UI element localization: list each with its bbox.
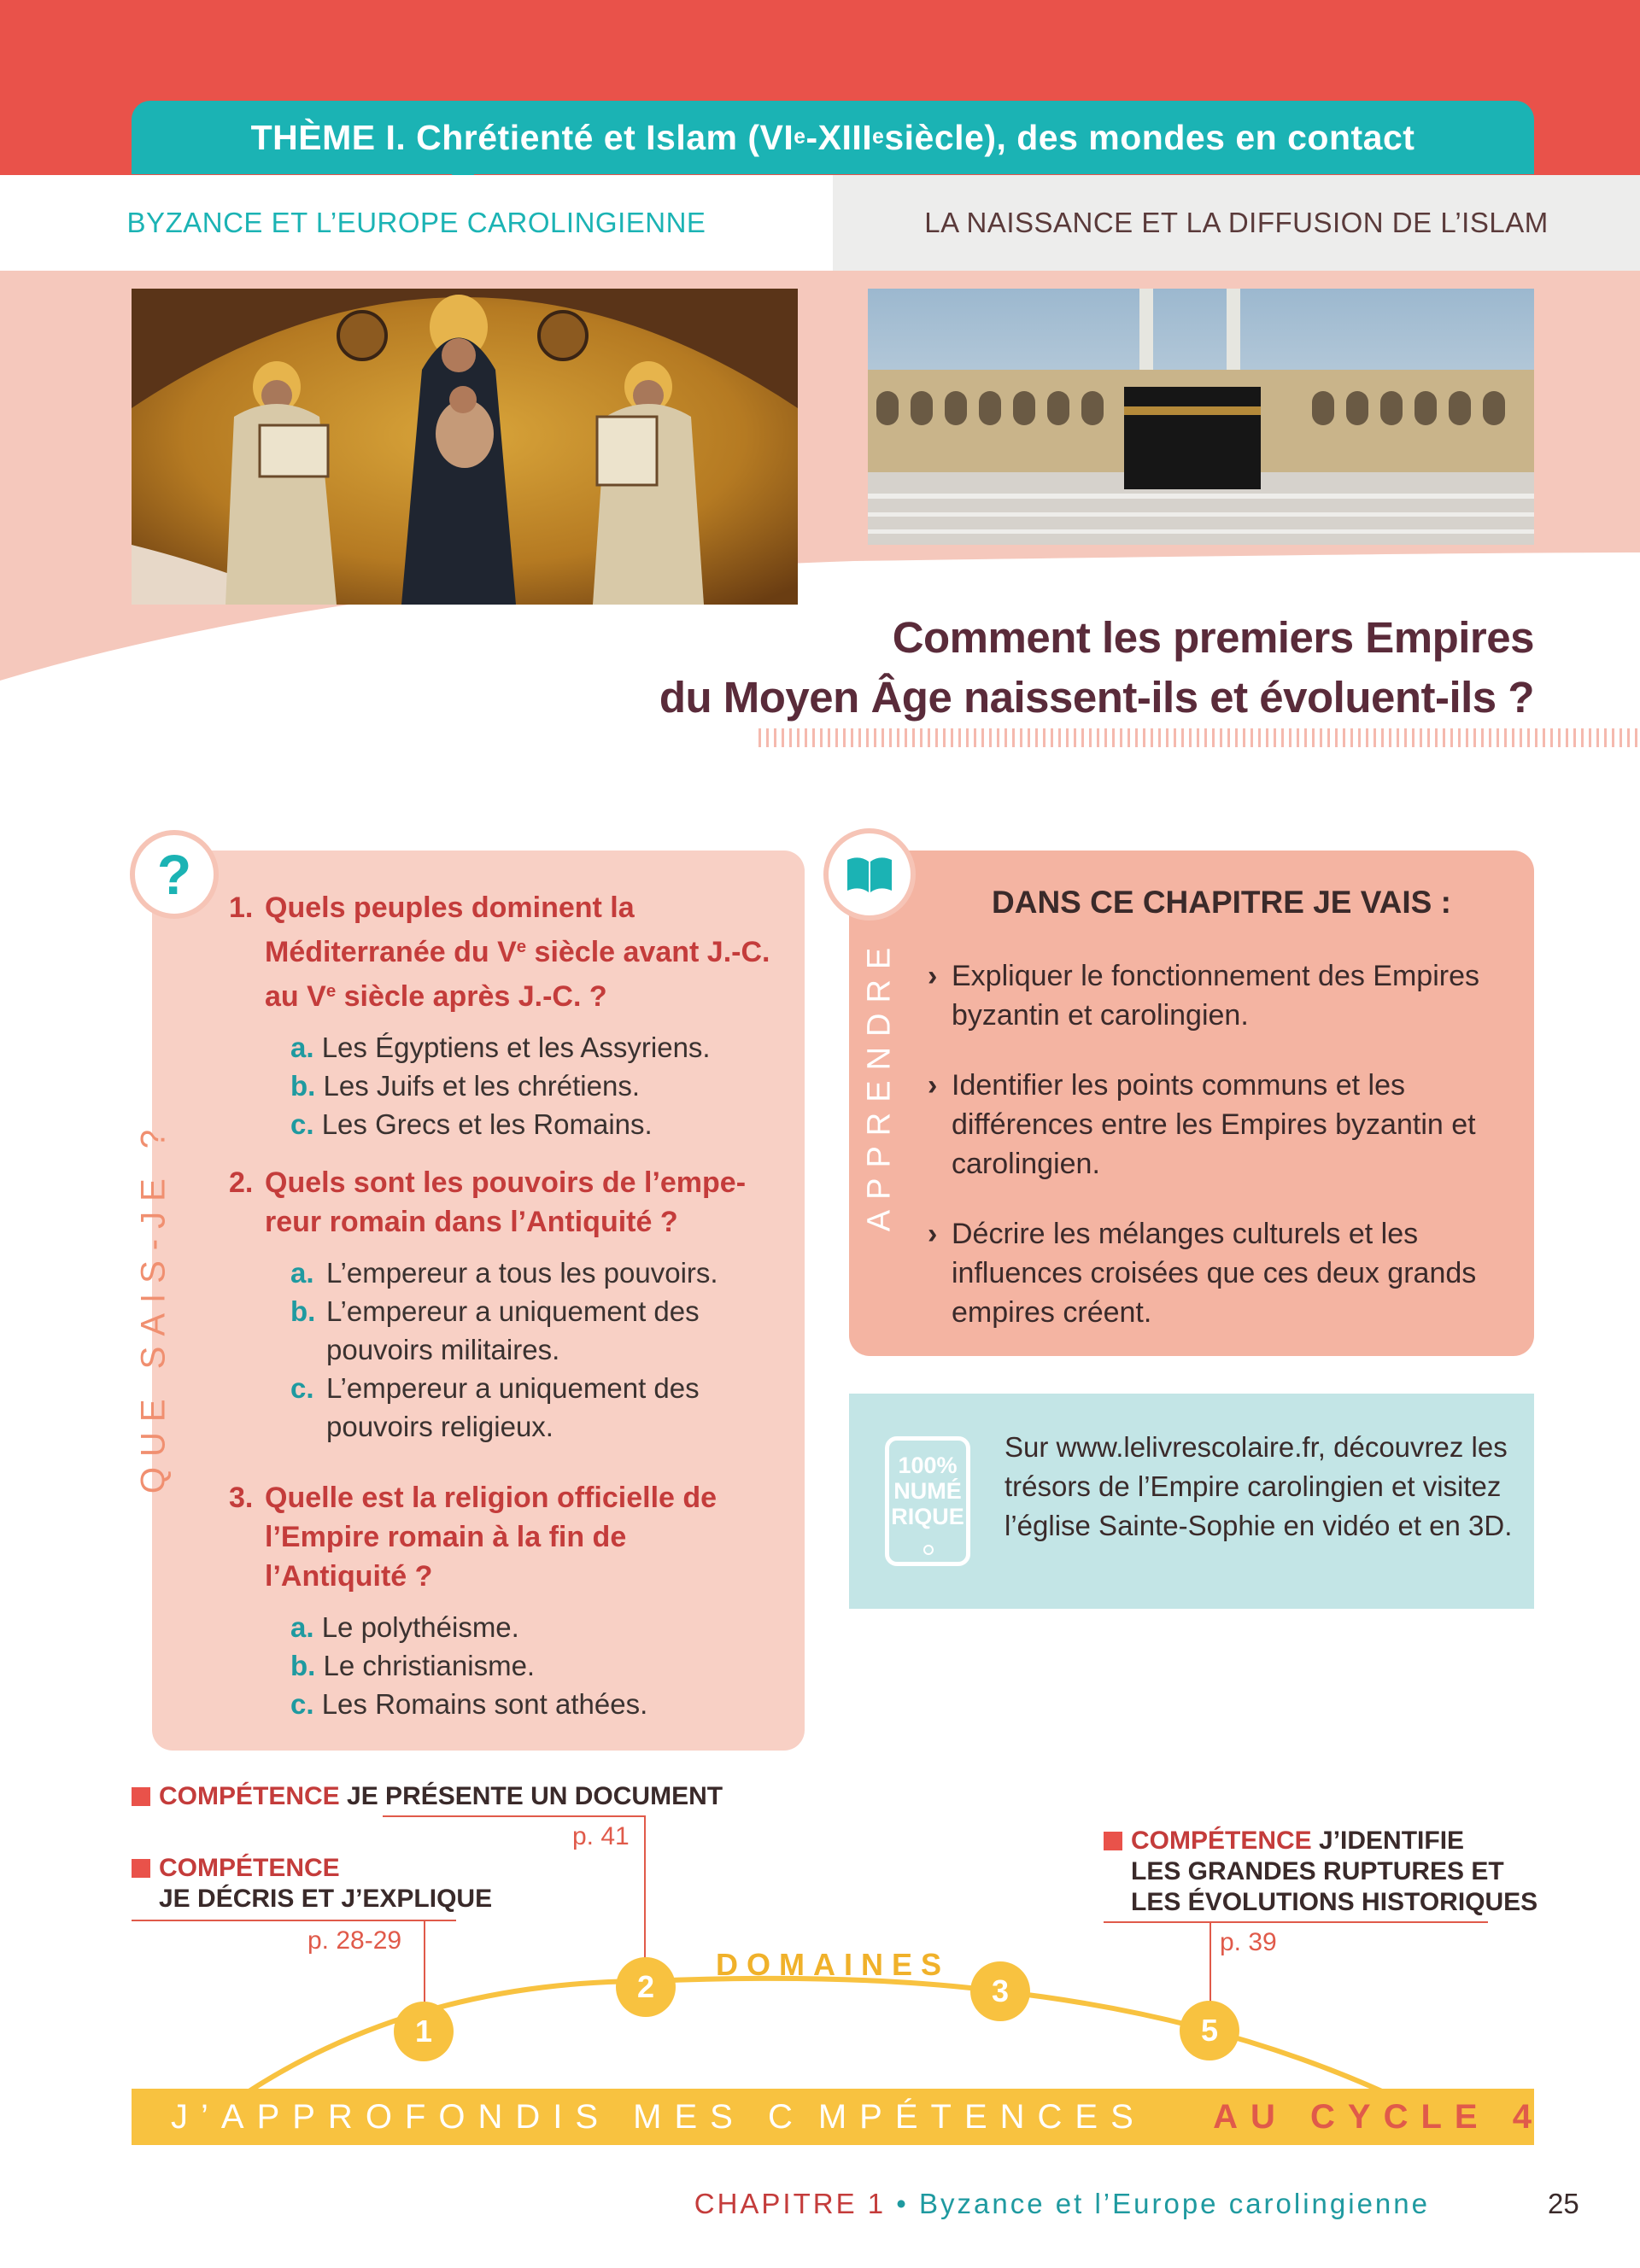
- page-reference: p. 39: [1220, 1928, 1277, 1956]
- objective-item: › Identifier les points communs et les différences entre les Empires byzantin et carolingien.: [928, 1066, 1508, 1184]
- objective-item: › Décrire les mélanges culturels et les influences croisées que ces deux grands empires créent.: [928, 1214, 1508, 1332]
- question-sup: e: [325, 982, 337, 1002]
- learn-heading: DANS CE CHAPITRE JE VAIS :: [992, 885, 1451, 920]
- square-marker-icon: [132, 1859, 150, 1878]
- answer-option: a. Les Égyptiens et les Assyriens.: [290, 1032, 711, 1064]
- question-sup: e: [516, 938, 527, 956]
- connector-line: [1104, 1921, 1488, 1923]
- cycle-competences-banner: [132, 2089, 1544, 2145]
- objectives-list: [928, 956, 1508, 1332]
- learn-vertical-label: APPRENDRE: [861, 937, 898, 1232]
- page-reference: p. 28-29: [308, 1926, 402, 1955]
- theme-title-sup: e: [872, 126, 885, 149]
- connector-line: [1210, 1921, 1211, 2010]
- competence-decrire-expliquer: COMPÉTENCE JE DÉCRIS ET J’EXPLIQUE: [132, 1853, 492, 1914]
- badge-line: NUMÉ: [893, 1478, 962, 1504]
- domains-label: DOMAINES: [716, 1947, 951, 1982]
- badge-line: RIQUE: [891, 1504, 964, 1529]
- banner-text: MPÉTENCES: [817, 2097, 1146, 2136]
- question-text: siècle après J.-C. ?: [336, 980, 607, 1014]
- question-2: [229, 1163, 784, 1446]
- connector-line: [424, 1920, 425, 2008]
- theme-title-sup: e: [794, 126, 806, 149]
- domain-circle: 3: [970, 1961, 1030, 2021]
- badge-line: 100%: [898, 1453, 958, 1478]
- chevron-right-icon: ›: [928, 960, 938, 992]
- kaaba-mecca-image: [868, 289, 1534, 545]
- connector-line: [644, 1815, 646, 1959]
- tablet-icon: [885, 1436, 970, 1566]
- footer-chapter: CHAPITRE 1 • Byzance et l’Europe carolingienne: [694, 2188, 1430, 2219]
- objective-item: › Expliquer le fonctionnement des Empires byzantin et carolingien.: [928, 956, 1508, 1035]
- question-number: 1.: [229, 891, 254, 924]
- connector-line: [383, 1815, 644, 1817]
- answer-option: c. Les Romains sont athées.: [290, 1688, 648, 1720]
- answer-option: b. L’empereur a uniquement des pouvoirs militaires.: [290, 1295, 700, 1365]
- byzantine-mosaic-image: [132, 289, 798, 605]
- theme-title-part: siècle), des mondes en contact: [884, 117, 1415, 157]
- question-number: 2.: [229, 1166, 254, 1199]
- chevron-right-icon: ›: [928, 1069, 938, 1102]
- page-reference: p. 41: [572, 1822, 630, 1850]
- question-mark-glyph: ?: [156, 843, 192, 906]
- answer-option: b. Le christianisme.: [290, 1650, 536, 1681]
- section-islam: [833, 175, 1640, 271]
- domain-circle: 1: [394, 2002, 454, 2061]
- chapter-question-title: [509, 608, 1534, 728]
- square-marker-icon: [1104, 1832, 1122, 1850]
- theme-title-part: THÈME I. Chrétienté et Islam (VI: [250, 117, 794, 157]
- section-byzance-label: BYZANCE ET L’EUROPE CAROLINGIENNE: [126, 207, 706, 238]
- square-marker-icon: [132, 1787, 150, 1806]
- domain-circle: 5: [1180, 2001, 1239, 2060]
- title-line: Comment les premiers Empires: [892, 613, 1534, 662]
- title-line: du Moyen Âge naissent-ils et évoluent-ils ?: [659, 673, 1534, 722]
- digital-resources-text: Sur www.lelivrescolaire.fr, découvrez les trésors de l’Empire carolingien et visitez l’église Sainte-Sophie en vidéo et en 3D.: [1004, 1431, 1513, 1541]
- question-text: Quels peuples dominent la Méditerranée du V: [265, 891, 635, 969]
- quiz-vertical-label: QUE SAIS-JE ?: [134, 1119, 173, 1494]
- banner-highlight: AU CYCLE 4: [1213, 2097, 1544, 2136]
- answer-option: c. Les Grecs et les Romains.: [290, 1108, 653, 1141]
- answer-option: c. L’empereur a uniquement des pouvoirs religieux.: [290, 1372, 700, 1442]
- theme-title: [132, 101, 1534, 174]
- question-text: siècle avant J.-C. au V: [265, 936, 770, 1014]
- question-1: [229, 888, 784, 1143]
- question-text: Quelle est la religion officielle de l’Empire romain à la fin de l’Antiquité ?: [265, 1482, 718, 1593]
- question-3: [229, 1478, 758, 1723]
- open-book-icon: [823, 828, 916, 921]
- question-mark-icon: [130, 830, 219, 919]
- chevron-right-icon: ›: [928, 1218, 938, 1250]
- answer-option: a. L’empereur a tous les pouvoirs.: [290, 1257, 718, 1289]
- answer-option: a. Le polythéisme.: [290, 1611, 519, 1643]
- question-number: 3.: [229, 1482, 254, 1514]
- domain-circle: 2: [616, 1957, 676, 2017]
- banner-text: J’APPROFONDIS MES C: [171, 2097, 805, 2136]
- answer-option: b. Les Juifs et les chrétiens.: [290, 1070, 641, 1102]
- question-text: Quels sont les pouvoirs de l’empe-reur romain dans l’Antiquité ?: [265, 1166, 747, 1238]
- competence-presenter-document: COMPÉTENCE JE PRÉSENTE UN DOCUMENT: [132, 1781, 723, 1812]
- theme-title-part: -XIII: [805, 117, 873, 157]
- page-number: 25: [1548, 2188, 1579, 2219]
- competence-ruptures-evolutions: COMPÉTENCE J’IDENTIFIE LES GRANDES RUPTURES ET LES ÉVOLUTIONS HISTORIQUES: [1104, 1826, 1538, 1918]
- connector-line: [132, 1920, 456, 1921]
- section-byzance: [0, 175, 833, 271]
- section-islam-label: LA NAISSANCE ET LA DIFFUSION DE L’ISLAM: [924, 207, 1549, 238]
- title-underline: [758, 728, 1638, 747]
